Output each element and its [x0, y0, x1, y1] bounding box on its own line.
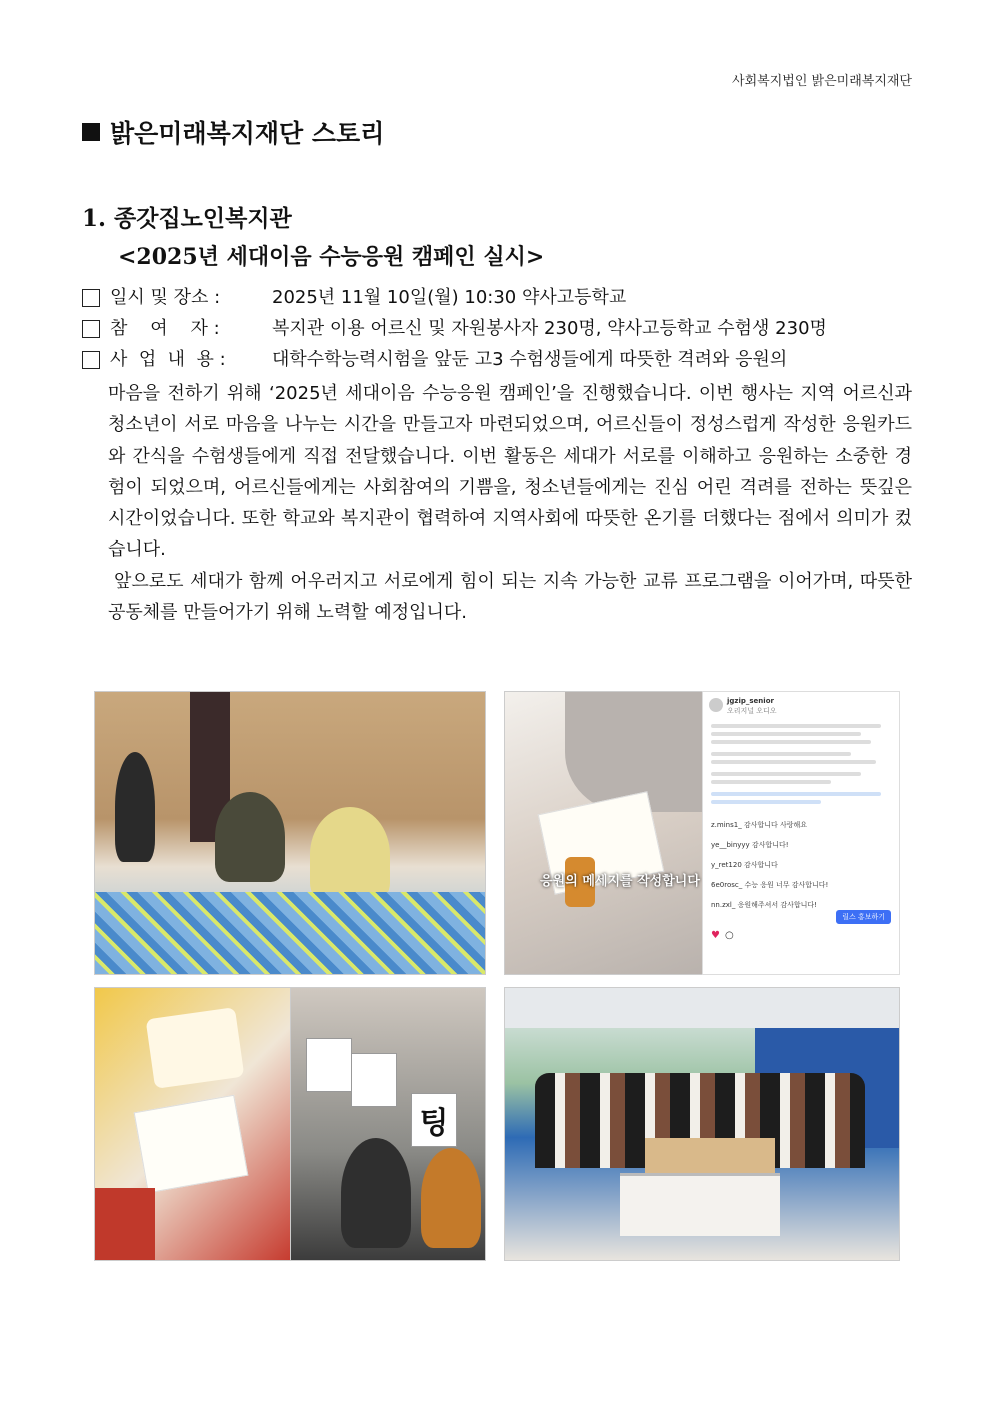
photo-elders-cheering	[290, 987, 486, 1261]
checkbox-icon	[82, 351, 100, 369]
body-text	[108, 378, 912, 628]
body-paragraph: 마음을 전하기 위해 ‘2025년 세대이음 수능응원 캠페인’을 진행했습니다. 이번 행사는 지역 어르신과 청소년이 서로 마음을 나누는 시간을 만들고자 마련되었으며, 어르신들이 정성스럽게 작성한 응원카드와 간식을 수험생들에게 직접 전달했습니다. 이번 활동은 세대가 서로를 이해하고 응원하는 소중한 경험이 되었으며, 어르신들에게는 사회참여의 기쁨을, 청소년들에게는 진심 어린 격려를 전하는 뜻깊은 시간이었습니다. 또한 학교와 복지관이 협력하여 지역사회에 따뜻한 온기를 더했다는 점에서 의미가 컸습니다.	[108, 383, 912, 561]
person-figure	[310, 807, 390, 902]
person-figure	[115, 752, 155, 862]
heart-icon[interactable]: ♥	[711, 930, 720, 941]
cheer-sign	[351, 1053, 397, 1107]
checkbox-icon	[82, 289, 100, 307]
comment: ye__binyyy 감사합니다!	[711, 841, 789, 849]
info-label: 참 여 자 :	[110, 318, 220, 339]
section-heading: 1. 종갓집노인복지관	[82, 205, 292, 232]
photo-group-school	[504, 987, 900, 1261]
info-value: 2025년 11월 10일(월) 10:30 약사고등학교	[272, 287, 627, 308]
body-paragraph: 앞으로도 세대가 함께 어우러지고 서로에게 힘이 되는 지속 가능한 교류 프로그램을 이어가며, 따뜻한 공동체를 만들어가기 위해 노력할 예정입니다.	[108, 570, 912, 624]
comment: nn.zxl_ 응원해주셔서 감사합니다!	[711, 901, 817, 909]
person-figure	[341, 1138, 411, 1248]
person-figure	[421, 1148, 481, 1248]
header-org-name: 사회복지법인 밝은미래복지재단	[732, 74, 912, 89]
person-figure	[215, 792, 285, 882]
info-item-date	[82, 282, 912, 313]
photo-snack-packing	[94, 691, 486, 975]
photo-caption: 응원의 메세지를 작성합니다	[540, 874, 700, 889]
comment-icon[interactable]: ○	[725, 930, 734, 941]
message-card	[134, 1095, 249, 1193]
info-value: 대학수학능력시험을 앞둔 고3 수험생들에게 따뜻한 격려와 응원의	[272, 349, 788, 370]
page-title	[82, 114, 384, 150]
avatar	[709, 698, 723, 712]
checkbox-icon	[82, 320, 100, 338]
gift-boxes	[645, 1138, 775, 1173]
section-subheading: <2025년 세대이음 수능응원 캠페인 실시>	[118, 244, 545, 270]
info-value: 복지관 이용 어르신 및 자원봉사자 230명, 약사고등학교 수험생 230명	[272, 318, 827, 339]
square-bullet-icon	[82, 123, 100, 141]
photo-writing-message	[504, 691, 704, 975]
info-label: 사 업 내 용 :	[110, 349, 226, 370]
info-list	[82, 282, 912, 375]
info-item-participants	[82, 313, 912, 344]
post-account: jgzip_senior	[727, 697, 774, 705]
cheer-sign	[306, 1038, 352, 1092]
promote-button[interactable]: 릴스 홍보하기	[836, 910, 891, 924]
info-item-content	[82, 344, 912, 375]
comment: z.mins1_ 감사합니다 사랑해요	[711, 821, 808, 829]
snack-pile	[95, 892, 485, 974]
photo-snack-bags	[94, 987, 292, 1261]
message-card	[146, 1007, 245, 1089]
comment: 6e0rosc_ 수능 응원 너무 감사합니다!	[711, 881, 829, 889]
post-audio: 오리지널 오디오	[727, 707, 777, 715]
cheer-sign: 팅	[411, 1093, 457, 1147]
info-label: 일시 및 장소 :	[110, 287, 221, 308]
page-title-text: 밝은미래복지재단 스토리	[110, 119, 385, 148]
comment: y_ret120 감사합니다	[711, 861, 778, 869]
photo-instagram-post	[702, 691, 900, 975]
